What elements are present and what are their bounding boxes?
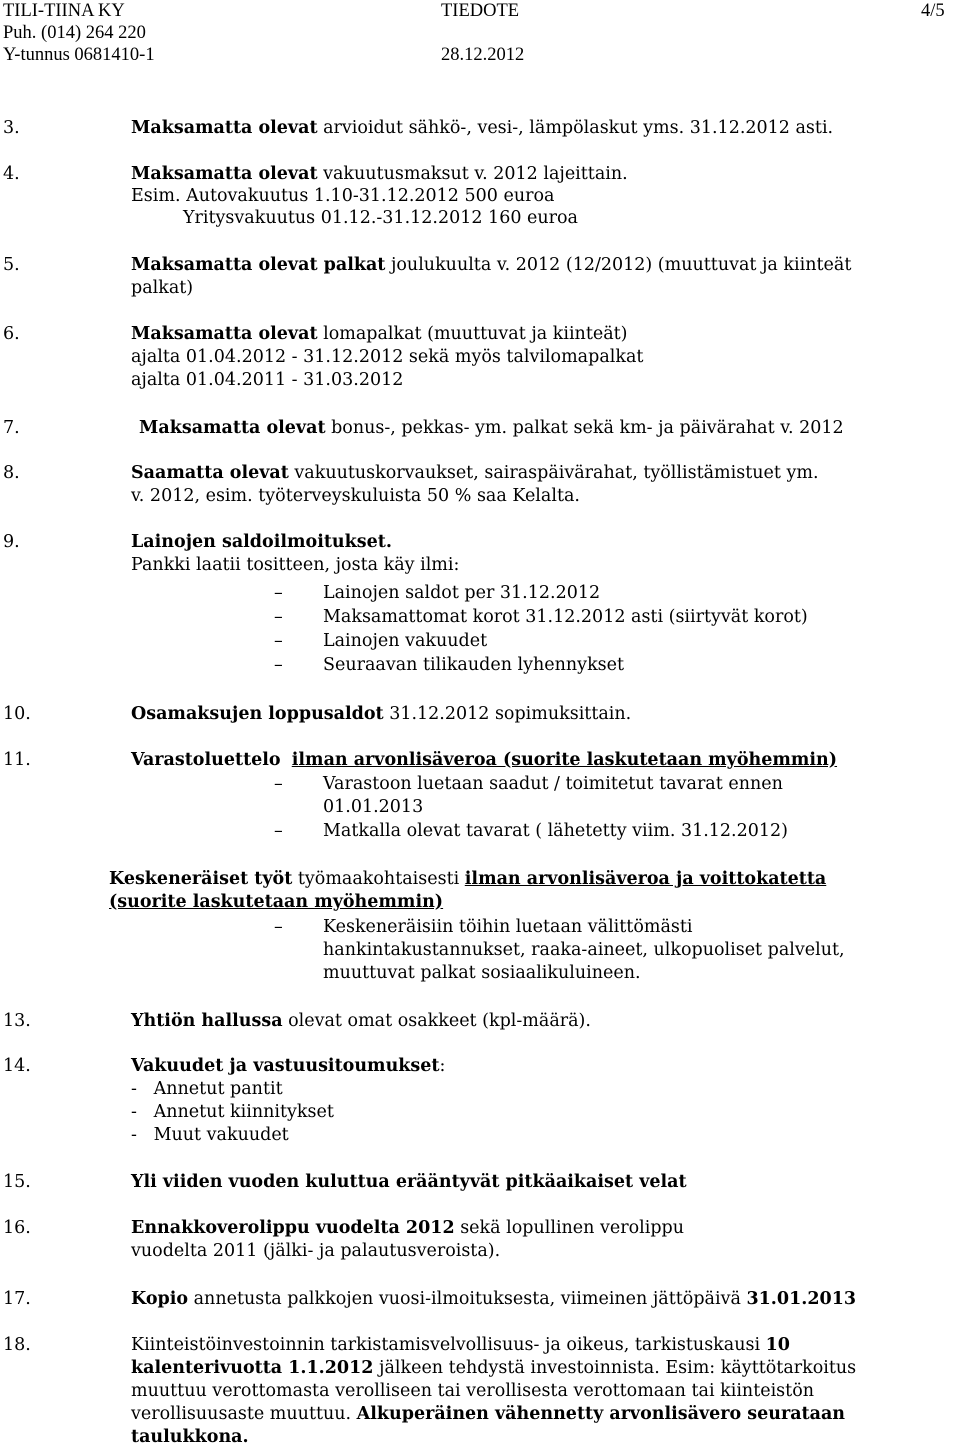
list-item-line: verollisuusaste muuttuu. Alkuperäinen vähennetty arvonlisävero seurataan [131,1404,846,1424]
list-item-line: palkat) [131,278,194,298]
bullet-item-line: 01.01.2013 [323,797,424,817]
list-item-line: Yritysvakuutus 01.12.-31.12.2012 160 euroa [183,208,578,228]
list-item-line: Esim. Autovakuutus 1.10-31.12.2012 500 euroa [131,186,555,206]
bullet-item: Keskeneräisiin töihin luetaan välittömästi [323,917,693,937]
item-number: 9. [3,532,20,552]
document-type: TIEDOTE [441,1,520,21]
list-item-line: muuttuu verottomasta verolliseen tai verollisesta verottomaan tai kiinteistön [131,1381,814,1401]
dash-bullet: – [274,607,283,627]
list-item: Yhtiön hallussa olevat omat osakkeet (kpl-määrä). [131,1011,591,1031]
list-item: Maksamatta olevat palkat joulukuulta v. 2012 (12/2012) (muuttuvat ja kiinteät [131,255,852,275]
bullet-item: Varastoon luetaan saadut / toimitetut tavarat ennen [323,774,783,794]
dash-bullet: – [274,655,283,675]
sub-item: - Annetut pantit [131,1079,283,1099]
sub-item: - Annetut kiinnitykset [131,1102,334,1122]
list-item: Keskeneräiset työt työmaakohtaisesti ilman arvonlisäveroa ja voittokatetta [109,869,827,889]
list-item: Kopio annetusta palkkojen vuosi-ilmoituksesta, viimeinen jättöpäivä 31.01.2013 [131,1289,857,1309]
list-item: Maksamatta olevat arvioidut sähkö-, vesi-, lämpölaskut yms. 31.12.2012 asti. [131,118,834,138]
item-number: 3. [3,118,20,138]
bullet-item: Seuraavan tilikauden lyhennykset [323,655,625,675]
dash-bullet: – [274,821,283,841]
item-number: 11. [3,750,31,770]
bullet-item-line: muuttuvat palkat sosiaalikuluineen. [323,963,641,983]
dash-bullet: – [274,774,283,794]
list-item-line: ajalta 01.04.2012 - 31.12.2012 sekä myös talvilomapalkat [131,347,644,367]
item-number: 10. [3,704,31,724]
dash-bullet: – [274,583,283,603]
list-item: Saamatta olevat vakuutuskorvaukset, sairaspäivärahat, työllistämistuet ym. [131,463,819,483]
list-item-line: ajalta 01.04.2011 - 31.03.2012 [131,370,404,390]
item-number: 6. [3,324,20,344]
item-number: 17. [3,1289,31,1309]
list-item: Osamaksujen loppusaldot 31.12.2012 sopimuksittain. [131,704,632,724]
list-item-line: kalenterivuotta 1.1.2012 jälkeen tehdystä investoinnista. Esim: käyttötarkoitus [131,1358,857,1378]
bullet-item-line: hankintakustannukset, raaka-aineet, ulkopuoliset palvelut, [323,940,845,960]
bullet-item: Matkalla olevat tavarat ( lähetetty viim. 31.12.2012) [323,821,788,841]
dash-bullet: – [274,631,283,651]
item-number: 14. [3,1056,31,1076]
bullet-item: Lainojen saldot per 31.12.2012 [323,583,601,603]
item-number: 8. [3,463,20,483]
list-item-line: Pankki laatii tositteen, josta käy ilmi: [131,555,460,575]
item-number: 5. [3,255,20,275]
list-item: Maksamatta olevat vakuutusmaksut v. 2012 lajeittain. [131,164,628,184]
dash-bullet: – [274,917,283,937]
company-phone: Puh. (014) 264 220 [3,23,146,43]
list-item-line: vuodelta 2011 (jälki- ja palautusveroista). [131,1241,501,1261]
company-name: TILI-TIINA KY [3,1,125,21]
list-item: Ennakkoverolippu vuodelta 2012 sekä lopullinen verolippu [131,1218,685,1238]
item-number: 15. [3,1172,31,1192]
list-item: Yli viiden vuoden kuluttua erääntyvät pitkäaikaiset velat [131,1172,687,1192]
list-item: Maksamatta olevat lomapalkat (muuttuvat ja kiinteät) [131,324,628,344]
bullet-item: Maksamattomat korot 31.12.2012 asti (siirtyvät korot) [323,607,808,627]
bullet-item: Lainojen vakuudet [323,631,488,651]
list-item: Maksamatta olevat bonus-, pekkas- ym. palkat sekä km- ja päivärahat v. 2012 [139,418,844,438]
list-item-line: taulukkona. [131,1427,249,1444]
item-number: 18. [3,1335,31,1355]
page-number: 4/5 [921,1,945,21]
item-number: 4. [3,164,20,184]
list-item: Kiinteistöinvestoinnin tarkistamisvelvollisuus- ja oikeus, tarkistuskausi 10 [131,1335,790,1355]
item-number: 7. [3,418,20,438]
list-item-line: v. 2012, esim. työterveyskuluista 50 % saa Kelalta. [131,486,580,506]
item-number: 13. [3,1011,31,1031]
list-item-line: (suorite laskutetaan myöhemmin) [109,892,444,912]
list-item: Varastoluettelo ilman arvonlisäveroa (suorite laskutetaan myöhemmin) [131,750,838,770]
list-item: Vakuudet ja vastuusitoumukset: [131,1056,446,1076]
business-id: Y-tunnus 0681410-1 [3,45,155,65]
document-date: 28.12.2012 [441,45,525,65]
item-number: 16. [3,1218,31,1238]
list-item: Lainojen saldoilmoitukset. [131,532,392,552]
sub-item: - Muut vakuudet [131,1125,289,1145]
